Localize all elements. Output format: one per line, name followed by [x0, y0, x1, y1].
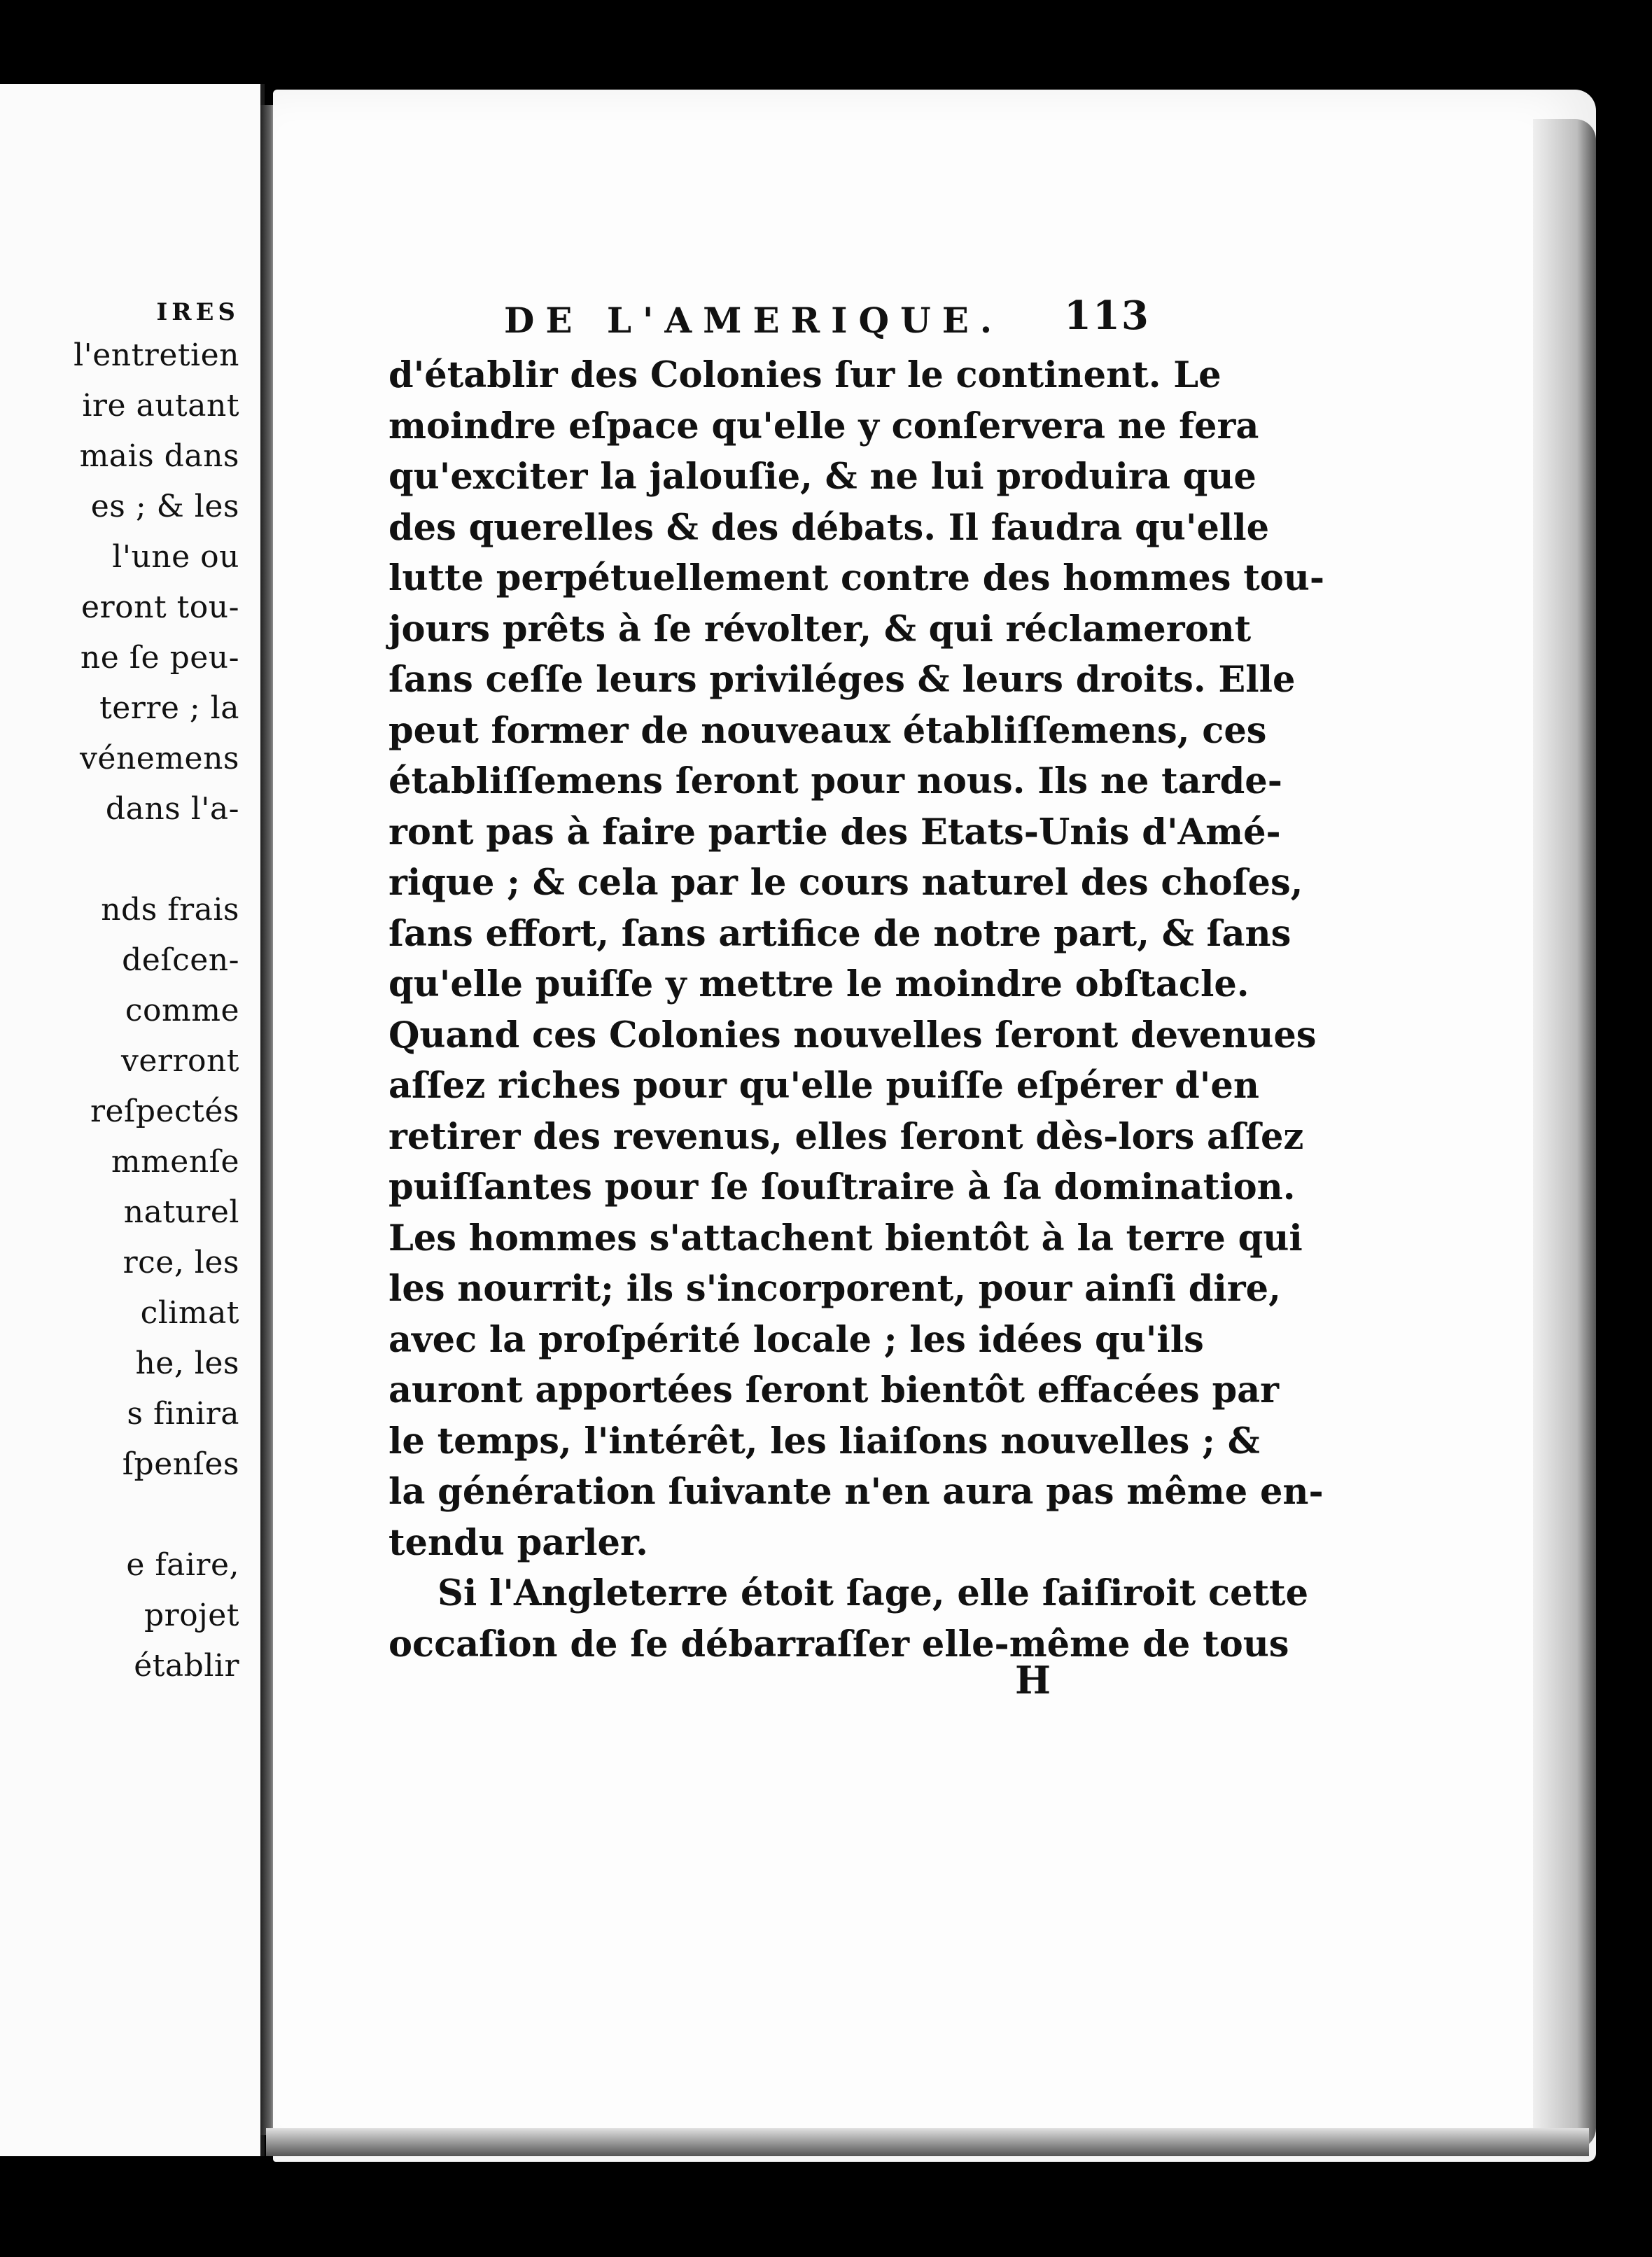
left-line: comme [125, 993, 239, 1028]
text-line: des querelles & des débats. Il faudra qu'elle [388, 506, 1270, 549]
text-line: rique ; & cela par le cours naturel des choſes, [388, 862, 1303, 904]
left-line: ne ſe peu- [80, 640, 239, 676]
text-line: les nourrit; ils s'incorporent, pour ainſi dire, [388, 1268, 1281, 1310]
running-head: DE L'AMERIQUE. [504, 300, 1004, 341]
text-line: aſſez riches pour qu'elle puiſſe eſpérer d'en [388, 1065, 1259, 1107]
page-bottom-edge [266, 2128, 1589, 2156]
text-line: moindre eſpace qu'elle y conſervera ne fera [388, 405, 1259, 447]
text-line: puiſſantes pour ſe ſouſtraire à ſa domination. [388, 1166, 1296, 1208]
text-line: Si l'Angleterre étoit ſage, elle ſaiſiroit cette [438, 1572, 1309, 1614]
left-line: he, les [135, 1346, 239, 1381]
left-line: établir [134, 1648, 239, 1684]
left-line: rce, les [122, 1245, 239, 1280]
left-line: mmenſe [111, 1144, 239, 1180]
left-line: ſpenſes [122, 1446, 239, 1482]
text-line: ſans effort, ſans artifice de notre part, & ſans [388, 912, 1292, 955]
left-line: e faire, [126, 1547, 239, 1583]
left-line: l'entretien [74, 337, 239, 373]
left-line: nds frais [101, 892, 239, 928]
text-line: peut former de nouveaux établiſſemens, ces [388, 709, 1267, 752]
text-line: Quand ces Colonies nouvelles ſeront devenues [388, 1014, 1317, 1056]
left-line: deſcen- [122, 942, 239, 978]
left-line: ire autant [82, 388, 239, 424]
text-line: d'établir des Colonies ſur le continent. Le [388, 354, 1222, 396]
left-line: s finira [127, 1396, 239, 1432]
left-page [0, 84, 265, 2156]
left-line: climat [140, 1295, 239, 1331]
text-line: qu'exciter la jalouſie, & ne lui produira que [388, 456, 1256, 498]
left-line: reſpectés [90, 1093, 239, 1129]
left-line: terre ; la [99, 690, 239, 726]
left-line: verront [121, 1043, 239, 1079]
page-edge [1533, 119, 1596, 2149]
text-line: tendu parler. [388, 1521, 648, 1564]
left-line: mais dans [79, 438, 239, 474]
text-line: Les hommes s'attachent bientôt à la terre qui [388, 1217, 1303, 1259]
left-line: IRES [156, 298, 239, 326]
text-line: qu'elle puiſſe y mettre le moindre obſtacle. [388, 963, 1250, 1005]
page-number: 113 [1064, 293, 1150, 339]
text-line: ront pas à faire partie des Etats-Unis d'Amé- [388, 811, 1281, 853]
text-line: avec la proſpérité locale ; les idées qu'ils [388, 1318, 1204, 1361]
text-line: retirer des revenus, elles ſeront dès-lors aſſez [388, 1115, 1304, 1158]
text-line: lutte perpétuellement contre des hommes tou- [388, 557, 1325, 599]
text-line: occaſion de ſe débarraſſer elle-même de tous [388, 1623, 1289, 1665]
text-line: la génération ſuivante n'en aura pas même en- [388, 1471, 1324, 1513]
text-line: auront apportées ſeront bientôt effacées par [388, 1369, 1280, 1411]
left-line: l'une ou [112, 539, 239, 575]
signature-mark: H [1015, 1658, 1051, 1703]
body-text [388, 350, 1325, 1670]
text-line: établiſſemens ſeront pour nous. Ils ne tarde- [388, 760, 1282, 802]
text-line: jours prêts à ſe révolter, & qui réclameront [388, 608, 1252, 650]
left-line: es ; & les [90, 489, 239, 524]
left-line: naturel [123, 1194, 239, 1230]
left-line: dans l'a- [105, 791, 239, 827]
text-line: le temps, l'intérêt, les liaiſons nouvelles ; & [388, 1420, 1260, 1462]
left-line: projet [144, 1598, 239, 1633]
left-line: eront tou- [81, 589, 239, 625]
text-line: ſans ceſſe leurs priviléges & leurs droits. Elle [388, 659, 1296, 701]
left-line: vénemens [80, 741, 239, 776]
